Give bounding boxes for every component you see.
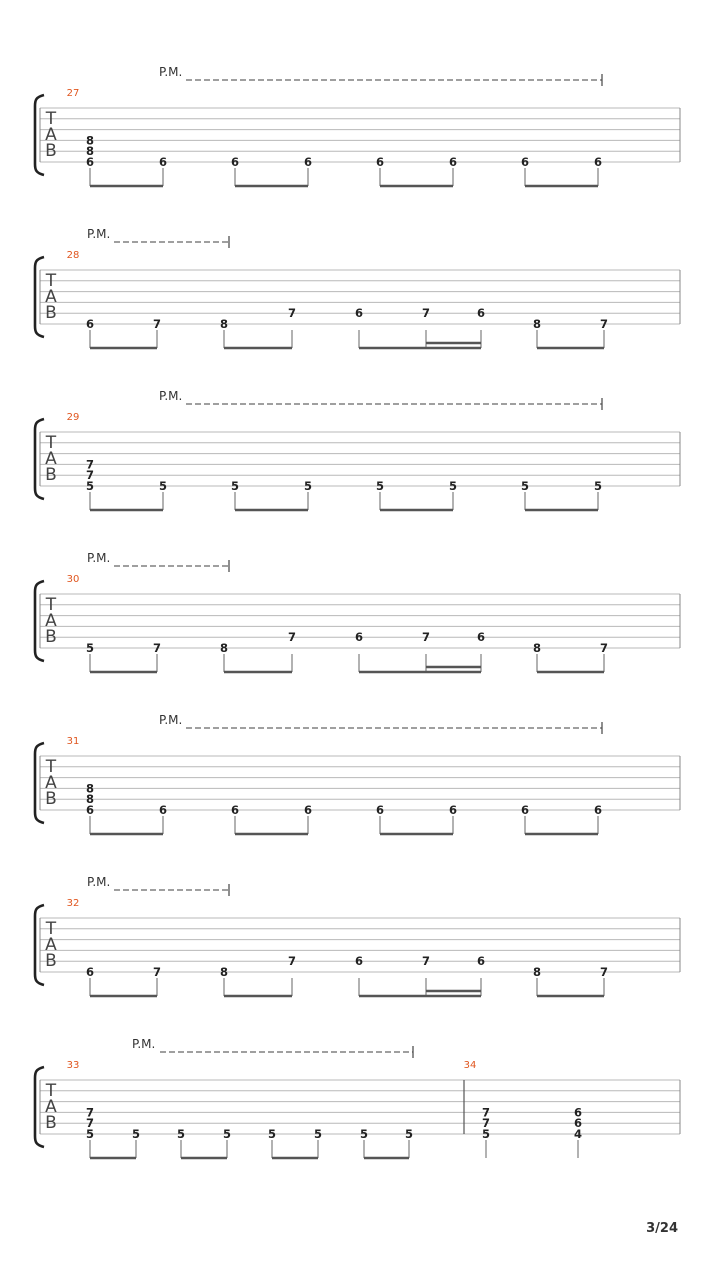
tab-letter-b: B <box>45 303 57 323</box>
fret-number: 8 <box>85 781 95 796</box>
fret-number: 6 <box>476 630 486 645</box>
fret-number: 7 <box>481 1105 491 1120</box>
fret-number: 6 <box>520 803 530 817</box>
tab-letter-a: A <box>45 287 57 307</box>
tab-letter-b: B <box>45 951 57 971</box>
fret-number: 7 <box>85 457 95 472</box>
tab-letter-a: A <box>45 611 57 631</box>
fret-number: 6 <box>85 317 95 331</box>
fret-number: 5 <box>85 479 95 493</box>
fret-number: 6 <box>158 155 168 169</box>
tab-letter-t: T <box>45 919 57 939</box>
fret-number: 6 <box>448 803 458 817</box>
tab-letter-a: A <box>45 449 57 469</box>
fret-number: 6 <box>85 965 95 979</box>
bar-number: 27 <box>66 88 80 99</box>
fret-number: 5 <box>404 1127 414 1141</box>
fret-number: 7 <box>85 1116 95 1131</box>
bar-number: 33 <box>66 1060 80 1071</box>
fret-number: 6 <box>375 155 385 169</box>
tab-letter-a: A <box>45 935 57 955</box>
fret-number: 5 <box>303 479 313 493</box>
fret-number: 7 <box>599 641 609 655</box>
fret-number: 6 <box>230 155 240 169</box>
fret-number: 8 <box>219 317 229 331</box>
fret-number: 8 <box>219 965 229 979</box>
fret-number: 7 <box>287 306 297 321</box>
bar-number: 32 <box>66 898 80 909</box>
fret-number: 7 <box>152 641 162 655</box>
fret-number: 7 <box>85 468 95 483</box>
system-3 <box>35 389 680 510</box>
fret-number: 6 <box>354 630 364 645</box>
fret-number: 7 <box>421 630 431 645</box>
fret-number: 8 <box>219 641 229 655</box>
fret-number: 7 <box>481 1116 491 1131</box>
tab-letter-t: T <box>45 109 57 129</box>
bar-number: 30 <box>66 574 80 585</box>
tab-letter-t: T <box>45 757 57 777</box>
system-5 <box>35 713 680 834</box>
fret-number: 7 <box>421 306 431 321</box>
fret-number: 5 <box>267 1127 277 1141</box>
tab-letter-a: A <box>45 125 57 145</box>
fret-number: 5 <box>481 1127 491 1141</box>
bar-number: 29 <box>66 412 80 423</box>
tab-letter-b: B <box>45 141 57 161</box>
fret-number: 6 <box>573 1105 583 1120</box>
fret-number: 6 <box>593 155 603 169</box>
fret-number: 4 <box>573 1127 583 1141</box>
palm-mute-label: P.M. <box>159 65 183 79</box>
fret-number: 5 <box>222 1127 232 1141</box>
fret-number: 5 <box>313 1127 323 1141</box>
palm-mute-label: P.M. <box>132 1037 156 1051</box>
bar-number: 34 <box>463 1060 477 1071</box>
fret-number: 5 <box>359 1127 369 1141</box>
fret-number: 6 <box>230 803 240 817</box>
fret-number: 6 <box>85 803 95 817</box>
fret-number: 6 <box>520 155 530 169</box>
fret-number: 6 <box>593 803 603 817</box>
fret-number: 8 <box>532 965 542 979</box>
fret-number: 8 <box>85 133 95 148</box>
fret-number: 7 <box>85 1105 95 1120</box>
fret-number: 5 <box>593 479 603 493</box>
fret-number: 5 <box>85 1127 95 1141</box>
tab-letter-a: A <box>45 1097 57 1117</box>
fret-number: 6 <box>573 1116 583 1131</box>
tab-letter-b: B <box>45 465 57 485</box>
fret-number: 7 <box>152 317 162 331</box>
fret-number: 5 <box>131 1127 141 1141</box>
system-2 <box>35 227 680 348</box>
fret-number: 7 <box>599 317 609 331</box>
fret-number: 6 <box>158 803 168 817</box>
tab-letter-t: T <box>45 595 57 615</box>
system-1 <box>35 65 680 186</box>
palm-mute-label: P.M. <box>159 713 183 727</box>
tab-letter-t: T <box>45 433 57 453</box>
palm-mute-label: P.M. <box>87 551 111 565</box>
fret-number: 6 <box>476 954 486 969</box>
fret-number: 6 <box>354 954 364 969</box>
tab-letter-b: B <box>45 1113 57 1133</box>
fret-number: 6 <box>375 803 385 817</box>
fret-number: 6 <box>354 306 364 321</box>
fret-number: 8 <box>85 144 95 159</box>
fret-number: 7 <box>287 630 297 645</box>
fret-number: 7 <box>152 965 162 979</box>
tab-letter-t: T <box>45 271 57 291</box>
fret-number: 5 <box>176 1127 186 1141</box>
fret-number: 5 <box>230 479 240 493</box>
page-number: 3/24 <box>646 1221 678 1236</box>
fret-number: 6 <box>303 155 313 169</box>
fret-number: 5 <box>520 479 530 493</box>
palm-mute-label: P.M. <box>87 227 111 241</box>
bar-number: 28 <box>66 250 80 261</box>
fret-number: 6 <box>303 803 313 817</box>
fret-number: 7 <box>287 954 297 969</box>
tab-letter-b: B <box>45 789 57 809</box>
fret-number: 6 <box>476 306 486 321</box>
fret-number: 7 <box>599 965 609 979</box>
fret-number: 8 <box>532 641 542 655</box>
fret-number: 6 <box>448 155 458 169</box>
fret-number: 5 <box>448 479 458 493</box>
fret-number: 8 <box>85 792 95 807</box>
tab-letter-t: T <box>45 1081 57 1101</box>
tab-letter-b: B <box>45 627 57 647</box>
system-7 <box>35 1037 680 1158</box>
fret-number: 8 <box>532 317 542 331</box>
bar-number: 31 <box>66 736 80 747</box>
fret-number: 5 <box>85 641 95 655</box>
fret-number: 5 <box>158 479 168 493</box>
palm-mute-label: P.M. <box>87 875 111 889</box>
fret-number: 5 <box>375 479 385 493</box>
system-4 <box>35 551 680 672</box>
fret-number: 7 <box>421 954 431 969</box>
system-6 <box>35 875 680 996</box>
tab-letter-a: A <box>45 773 57 793</box>
fret-number: 6 <box>85 155 95 169</box>
palm-mute-label: P.M. <box>159 389 183 403</box>
